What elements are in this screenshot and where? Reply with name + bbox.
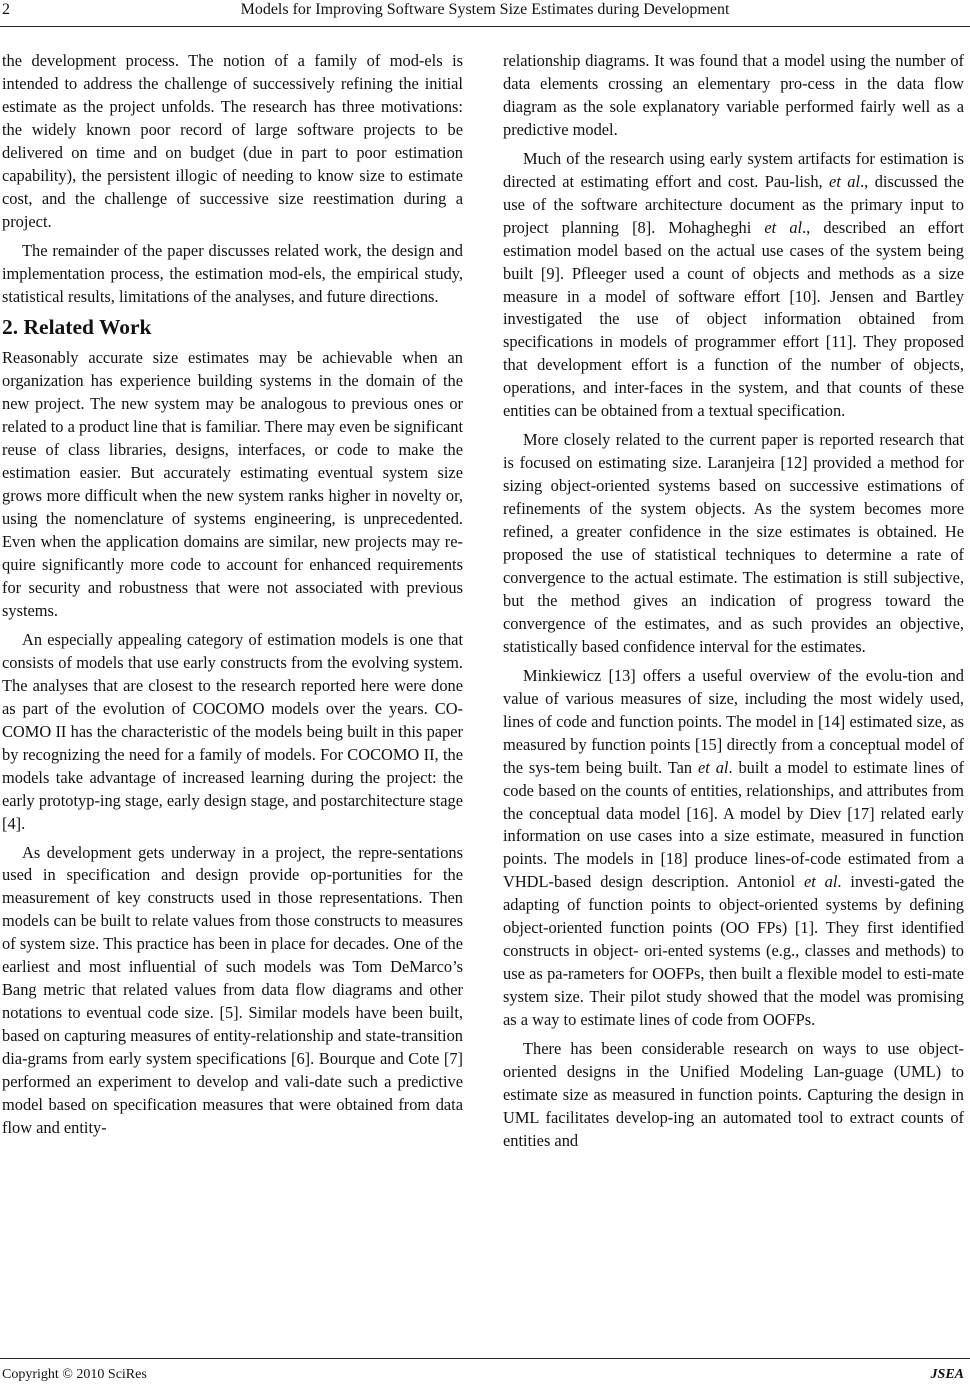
paragraph: Reasonably accurate size estimates may be achievable when an organization has experience building systems in the domain of the new project. The new system may be analogous to previous ones or related to a product line that is familiar. There may even be significant reuse of class libraries, designs, interfaces, or code to make the estimation easier. But accurately estimating eventual system size grows more difficult when the new system ranks higher in novelty or, using the nomenclature of systems engineering, is unprecedented. Even when the application domains are similar, new projects may re-quire significantly more code to account for enhanced requirements for security and robustness that were not associated with previous systems. [2,348,463,620]
copyright-notice: Copyright © 2010 SciRes [2,1367,147,1382]
page-footer [0,1358,970,1387]
paragraph: the development process. The notion of a family of mod-els is intended to address the challenge of successively refining the initial estimate as the project unfolds. The research has three motivations: the widely known poor record of large software projects to be delivered on time and on budget (due in part to poor estimation capability), the persistent illogic of needing to know size to estimate cost, and the challenge of successive size reestimation during a project. [2,51,463,231]
text-run: . investi-gated the adapting of function points to object-oriented systems by defining object-oriented function points (OO FPs) [1]. They first identified constructs in object- ori-ented systems (e.g., classes and methods) to use as pa-rameters for OOFPs, then built a flexible model to esti-mate system size. Their pilot study showed that the model was promising as a way to estimate lines of code from OOFPs. [503,872,964,1030]
paragraph: As development gets underway in a project, the repre-sentations used in specification and design provide op-portunities for the measurement of key constructs used in those representations. Then models can be built to relate values from those constructs to measures of system size. This practice has been in place for decades. One of the earliest and most influential of such models was Tom DeMarco’s Bang metric that related values from data flow diagrams and other notations to eventual code size. [5]. Similar models have been built, based on capturing measures of entity-relationship and state-transition dia-grams from early system specifications [6]. Bourque and Cote [7] performed an experiment to develop and vali-date such a predictive model based on specification measures that were obtained from data flow and entity- [2,842,463,1137]
paragraph: relationship diagrams. It was found that a model using the number of data elements crossing an elementary pro-cess in the data flow diagram as the sole explanatory variable performed fairly well as a predictive model. [503,51,964,139]
text-run: ., described an effort estimation model based on the actual use cases of the system being built [9]. Pfleeger used a count of objects and methods as a size measure in a model of software effort [10]. Jensen and Bartley investigated the use of object information obtained from specifications in models of programmer effort [11]. They proposed that development effort is a function of the number of objects, operations, and inter-faces in the system, and that counts of these entities can be obtained from a textual specification. [503,217,964,421]
italic-text: et al [829,171,861,191]
paragraph: An especially appealing category of estimation models is one that consists of models that use early constructs from the evolving system. The analyses that are closest to the research reported here were done as part of the evolution of COCOMO models over the years. CO-COMO II has the characteristic of the models being built in this paper by recognizing the need for a family of models. For COCOMO II, the models take advantage of increased learning during the project: the early prototyp-ing stage, early design stage, and postarchitecture stage [4]. [2,629,463,833]
running-title: Models for Improving Software System Size Estimates during Development [240,1,730,18]
paragraph: The remainder of the paper discusses related work, the design and implementation process, the estimation mod-els, the empirical study, statistical results, limitations of the analyses, and future directions. [2,240,463,306]
italic-text: et al [764,217,803,237]
text-run: ., discussed the use of the software architecture document as the primary input to project planning [8]. Mohagheghi [503,171,964,237]
italic-text: et al [698,757,729,777]
paragraph [503,148,964,423]
italic-text: et al [803,872,838,892]
paragraph: There has been considerable research on ways to use object-oriented designs in the Unified Modeling Lan-guage (UML) to estimate size as measured in function points. Capturing the design in UML facilitates develop-ing an automated tool to extract counts of entities and [503,1039,964,1150]
text-run: . built a model to estimate lines of code based on the counts of entities, relationships, and attributes from the conceptual data model [16]. A model by Diev [17] related early information on use cases into a size estimate, measured in function points. The models in [18] produce lines-of-code estimated from a VHDL-based design description. Antoniol [503,757,964,892]
right-column [503,50,964,1159]
text-run: Minkiewicz [13] offers a useful overview of the evolu-tion and value of various measures of size, including the most widely used, lines of code and function points. The model in [14] estimated size, as measured by function points [15] directly from a conceptual model of the sys-tem being built. Tan [503,665,964,777]
text-run: Much of the research using early system artifacts for estimation is directed at estimating effort and cost. Pau-lish, [503,148,964,191]
paragraph [503,665,964,1032]
journal-abbreviation: JSEA [930,1367,964,1382]
paragraph: More closely related to the current paper is reported research that is focused on estimating size. Laranjeira [12] provided a method for sizing object-oriented systems based on successive estimations of refinements of the system objects. As the system becomes more refined, a greater confidence in the size estimates is obtained. He proposed the use of statistical techniques to determine a rate of convergence to the actual estimate. The estimation is still subjective, but the method gives an indication of progress toward the convergence of the estimates, and as such provides an objective, statistically based confidence interval for the estimates. [503,430,964,656]
left-column [2,50,463,1146]
section-heading: 2. Related Work [2,315,152,340]
page-header [0,0,970,27]
page-number: 2 [2,1,10,18]
